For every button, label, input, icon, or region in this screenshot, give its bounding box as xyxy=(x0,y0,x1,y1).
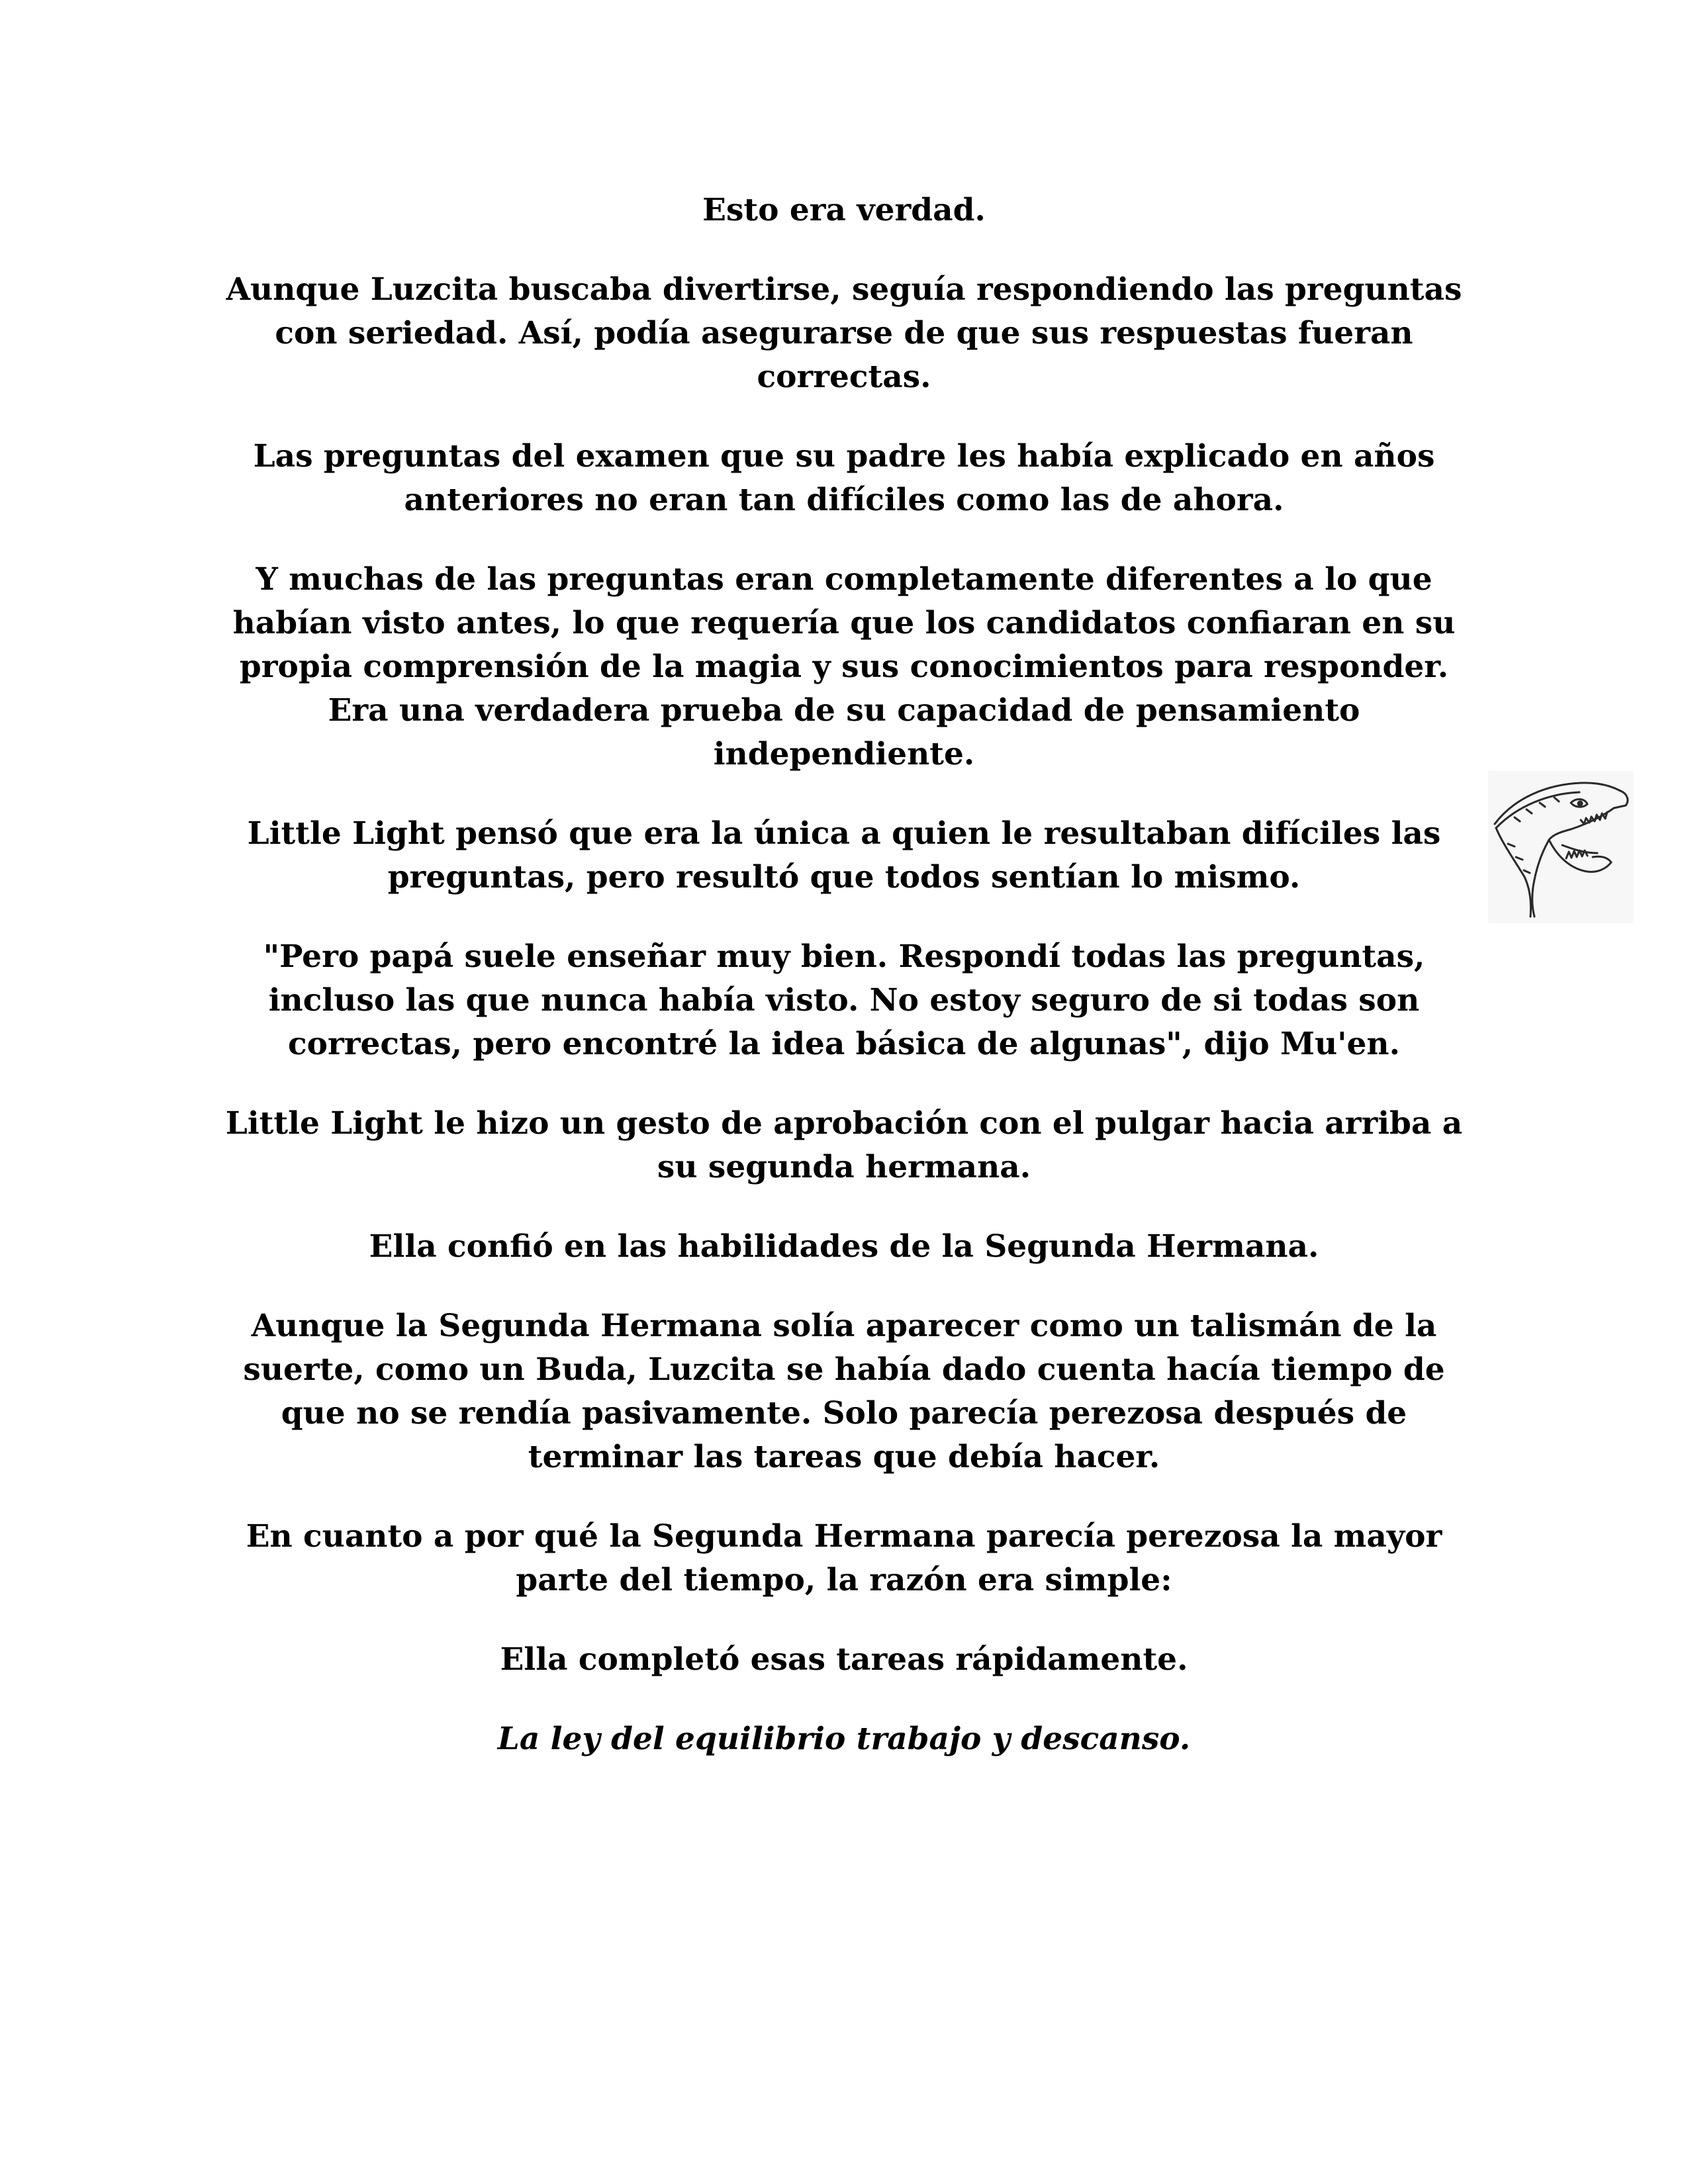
paragraph-2: Aunque Luzcita buscaba divertirse, seguía respondiendo las preguntas con seriedad. Así, podía asegurarse de que sus respuestas fueran correctas. xyxy=(226,271,1462,395)
paragraph-4: Y muchas de las preguntas eran completamente diferentes a lo que habían visto antes, lo que requería que los candidatos confiaran en su propia comprensión de la magia y sus conocimientos para responder. Era una verdadera prueba de su capacidad de pensamiento independiente. xyxy=(232,561,1456,772)
paragraph-12-italic: La ley del equilibrio trabajo y descanso. xyxy=(497,1721,1191,1757)
dinosaur-sketch-icon xyxy=(1488,771,1634,923)
paragraph-7: Little Light le hizo un gesto de aprobación con el pulgar hacia arriba a su segunda hermana. xyxy=(225,1105,1463,1185)
paragraph-11: Ella completó esas tareas rápidamente. xyxy=(500,1641,1188,1678)
paragraph-3: Las preguntas del examen que su padre les había explicado en años anteriores no eran tan difíciles como las de ahora. xyxy=(253,438,1435,518)
paragraph-8: Ella confió en las habilidades de la Segunda Hermana. xyxy=(369,1228,1319,1265)
document-body xyxy=(218,189,1470,1797)
paragraph-9: Aunque la Segunda Hermana solía aparecer como un talismán de la suerte, como un Buda, Luzcita se había dado cuenta hacía tiempo de que no se rendía pasivamente. Solo parecía perezosa después de terminar las tareas que debía hacer. xyxy=(243,1308,1445,1475)
paragraph-6: "Pero papá suele enseñar muy bien. Respondí todas las preguntas, incluso las que nunca había visto. No estoy seguro de si todas son correctas, pero encontré la idea básica de algunas", dijo Mu'en. xyxy=(263,938,1425,1062)
paragraph-5: Little Light pensó que era la única a quien le resultaban difíciles las preguntas, pero resultó que todos sentían lo mismo. xyxy=(247,815,1441,895)
paragraph-1: Esto era verdad. xyxy=(702,192,986,228)
paragraph-10: En cuanto a por qué la Segunda Hermana parecía perezosa la mayor parte del tiempo, la razón era simple: xyxy=(246,1518,1442,1598)
